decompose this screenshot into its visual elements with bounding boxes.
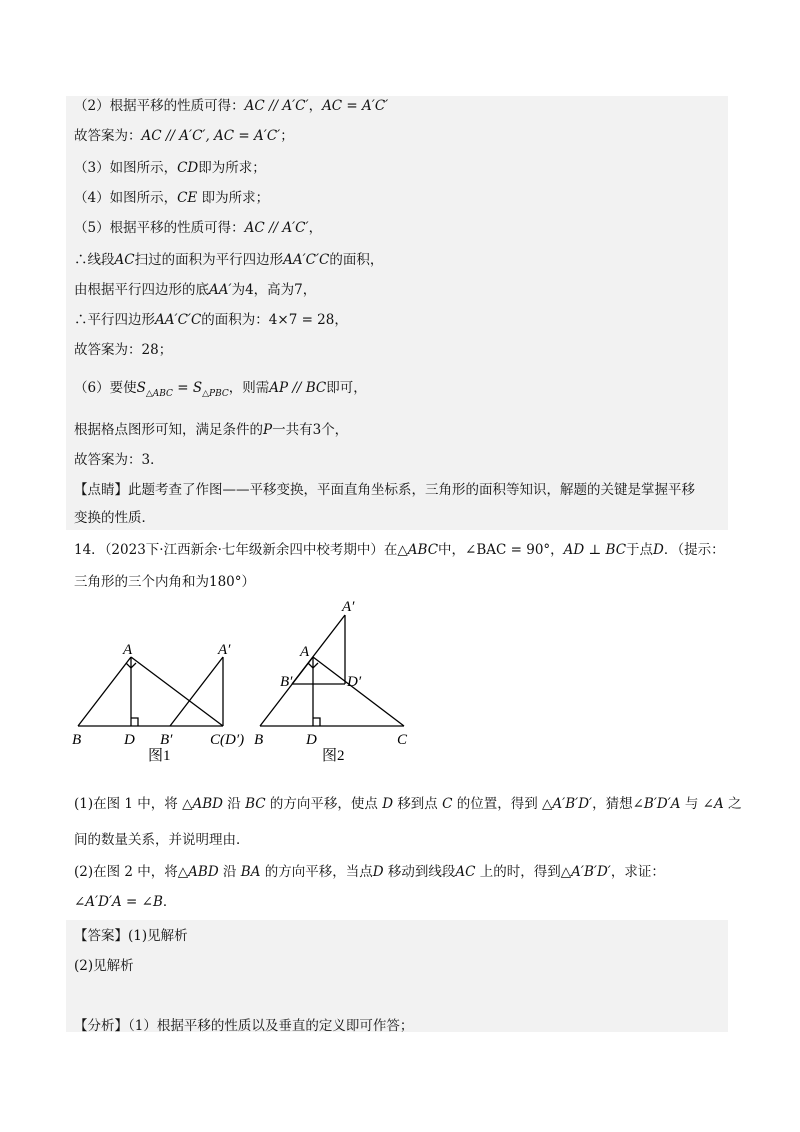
solution-line-5: （5）根据平移的性质可得：AC // A′C′， [74, 220, 323, 236]
problem-14-line-2: 三角形的三个内角和为180°） [74, 574, 256, 590]
solution-line-base-height: 由根据平行四边形的底AA′为4，高为7， [74, 282, 317, 298]
answer-line-1: 【答案】(1)见解析 [74, 928, 188, 944]
key-point-line-1: 【点睛】此题考查了作图——平移变换，平面直角坐标系，三角形的面积等知识，解题的关键是掌握平移 [74, 482, 695, 498]
fig1-segment-ac [131, 657, 223, 726]
solution-line-6: （6）要使$S_{\triangle ABC} = S_{\triangle PBC}$，则需AP // BC即可， [74, 380, 367, 399]
fig1-label-a: A [123, 642, 133, 658]
geometry-figures [60, 596, 440, 766]
solution-line-answer-2: 故答案为：AC // A′C′, AC = A′C′； [74, 128, 294, 144]
fig2-label-c: C [397, 732, 408, 748]
fig1-label-b2: B′ [160, 732, 173, 748]
problem-14-line-1: 14．（2023下·江西新余·七年级新余四中校考期中）在△ABC中，∠BAC = 90°，AD ⊥ BC于点D．（提示： [74, 542, 725, 558]
solution-line-parallelogram-area: ∴平行四边形AA′C′C的面积为：4×7 = 28， [74, 312, 348, 328]
answer-line-2: (2)见解析 [74, 958, 134, 974]
fig2-right-angle-d [313, 718, 320, 726]
fig1-label-b: B [72, 732, 82, 748]
solution-line-area: ∴线段AC扫过的面积为平行四边形AA′C′C的面积， [74, 252, 384, 268]
question-1-line-1: (1)在图 1 中，将 △ABD 沿 BC 的方向平移，使点 D 移到点 C 的位置，得到 △A′B′D′，猜想∠B′D′A 与 ∠A 之 [74, 796, 742, 812]
fig1-caption: 图1 [148, 748, 171, 764]
fig2-label-a2: A′ [342, 599, 355, 615]
fig2-segment-ac [313, 657, 404, 726]
solution-line-answer-3: 故答案为：3． [74, 452, 164, 468]
fig1-segment-ba [78, 657, 131, 726]
solution-line-2: （2）根据平移的性质可得：AC // A′C′，AC = A′C′ [74, 98, 389, 114]
key-point-line-2: 变换的性质． [74, 510, 155, 526]
fig2-label-b2: B′ [280, 674, 293, 690]
fig1-label-a2: A′ [218, 642, 231, 658]
analysis-line: 【分析】（1）根据平移的性质以及垂直的定义即可作答； [74, 1018, 414, 1034]
fig2-label-d: D [306, 732, 317, 748]
fig1-label-d: D [124, 732, 135, 748]
solution-line-3: （3）如图所示，CD即为所求； [74, 160, 266, 176]
solution-line-answer-28: 故答案为：28； [74, 342, 173, 358]
fig2-label-b: B [254, 732, 264, 748]
question-2-line-2: ∠A′D′A = ∠B． [74, 894, 177, 910]
fig1-right-angle-d [131, 718, 138, 726]
fig2-label-d2: D′ [347, 674, 362, 690]
solution-line-count: 根据格点图形可知，满足条件的P一共有3个， [74, 422, 349, 438]
fig2-label-a: A [300, 644, 310, 660]
fig1-label-c: C(D′) [210, 732, 245, 748]
question-2-line-1: (2)在图 2 中，将△ABD 沿 BA 的方向平移，当点D 移动到线段AC 上的时，得到△A′B′D′，求证： [74, 864, 665, 880]
solution-line-4: （4）如图所示，CE 即为所求； [74, 190, 270, 206]
fig2-caption: 图2 [322, 748, 345, 764]
question-1-line-2: 间的数量关系，并说明理由． [74, 832, 250, 848]
